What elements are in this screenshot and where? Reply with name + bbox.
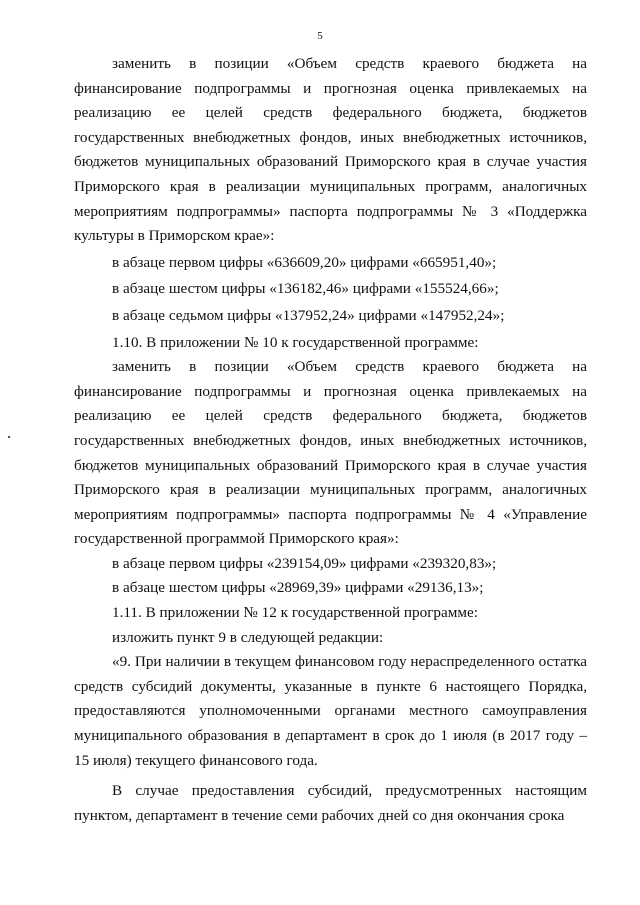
- paragraph-amendment-5: в абзаце шестом цифры «28969,39» цифрами «29136,13»;: [112, 579, 484, 597]
- paragraph-amendment-4: в абзаце первом цифры «239154,09» цифрами «239320,83»;: [112, 554, 497, 572]
- paragraph-new-wording: изложить пункт 9 в следующей редакции:: [112, 628, 384, 646]
- paragraph-amendment-1: в абзаце первом цифры «636609,20» цифрами «665951,40»;: [112, 253, 497, 271]
- paragraph-section-1-11: 1.11. В приложении № 12 к государственной программе:: [112, 604, 478, 622]
- page-number: 5: [317, 30, 323, 42]
- scan-artifact-dot: [8, 436, 10, 438]
- paragraph-replace-subprogram-4: заменить в позиции «Объем средств краевого бюджета на финансирование подпрограммы и прогнозная оценка привлекаемых на реализацию ее целей средств федерального бюджета, бюджетов государственных внебюджетных фондов, иных внебюджетных источников, бюджетов муниципальных образований Приморского края в случае участия Приморского края в реализации муниципальных программ, аналогичных мероприятиям подпрограммы» паспорта подпрограммы № 4 «Управление государственной программой Приморского края»:: [74, 358, 587, 548]
- paragraph-subsidy-case: В случае предоставления субсидий, предусмотренных настоящим пунктом, департамент в течение семи рабочих дней со дня окончания срока: [74, 782, 587, 824]
- document-body: [74, 52, 587, 828]
- paragraph-section-1-10: 1.10. В приложении № 10 к государственной программе:: [112, 333, 479, 351]
- paragraph-item-9: «9. При наличии в текущем финансовом году нераспределенного остатка средств субсидий документы, указанные в пункте 6 настоящего Порядка, предоставляются уполномоченными органами местного самоуправления муниципального образования в департамент в срок до 1 июля (в 2017 году – 15 июля) текущего финансового года.: [74, 653, 587, 769]
- paragraph-amendment-3: в абзаце седьмом цифры «137952,24» цифрами «147952,24»;: [112, 306, 505, 324]
- paragraph-amendment-2: в абзаце шестом цифры «136182,46» цифрами «155524,66»;: [112, 280, 499, 298]
- paragraph-replace-subprogram-3: заменить в позиции «Объем средств краевого бюджета на финансирование подпрограммы и прогнозная оценка привлекаемых на реализацию ее целей средств федерального бюджета, бюджетов государственных внебюджетных фондов, иных внебюджетных источников, бюджетов муниципальных образований Приморского края в случае участия Приморского края в реализации муниципальных программ, аналогичных мероприятиям подпрограммы» паспорта подпрограммы № 3 «Поддержка культуры в Приморском крае»:: [74, 55, 587, 245]
